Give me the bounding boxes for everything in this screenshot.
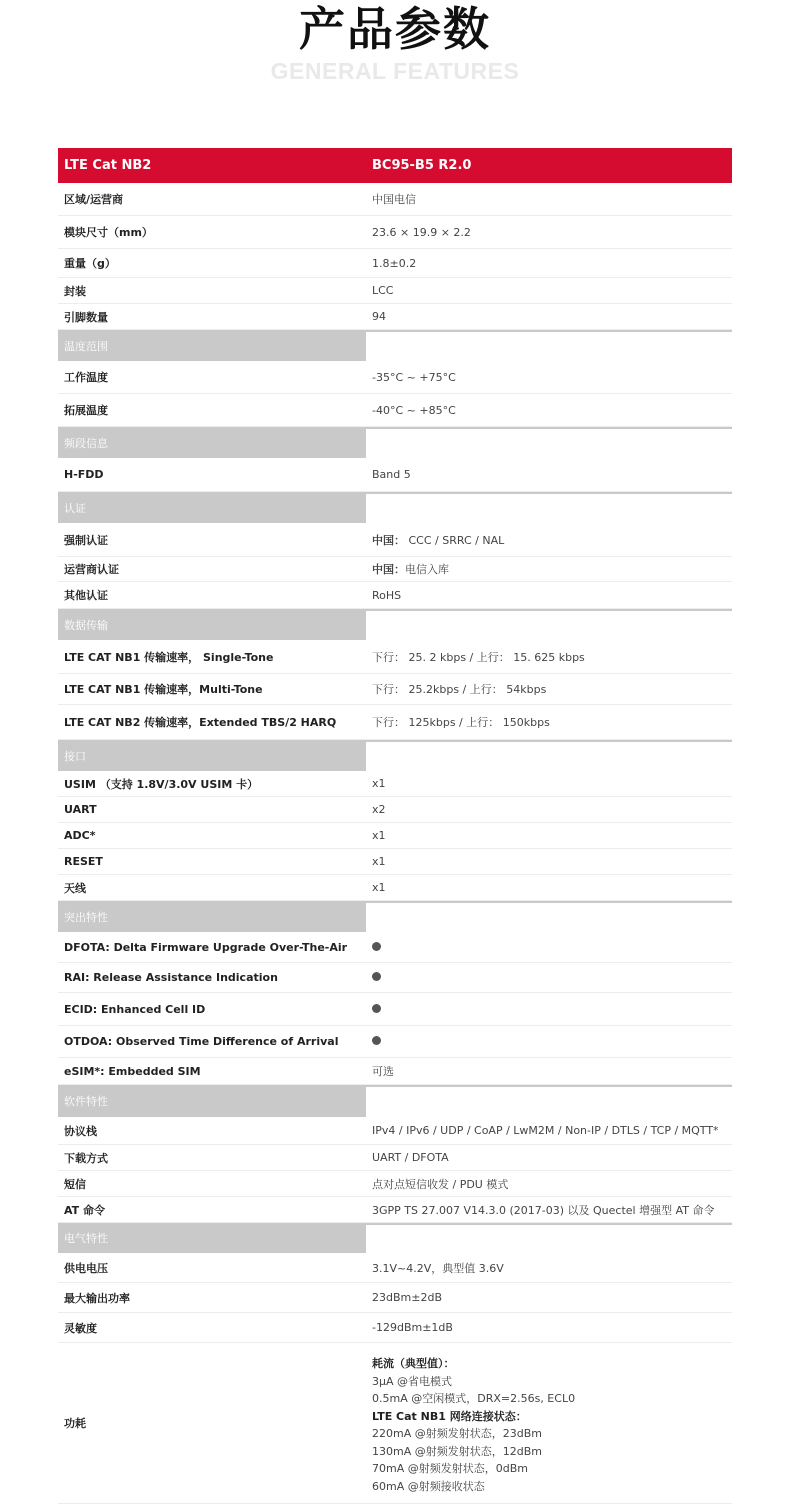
- table-row: [58, 1026, 732, 1058]
- row-label: LTE CAT NB1 传输速率，Multi-Tone: [64, 683, 263, 696]
- row-value: IPv4 / IPv6 / UDP / CoAP / LwM2M / Non-IP / DTLS / TCP / MQTT*: [372, 1124, 719, 1137]
- power-line: 60mA @射频接收状态: [372, 1479, 485, 1493]
- row-label: 最大输出功率: [64, 1291, 130, 1305]
- section-label: 数据传输: [58, 609, 366, 640]
- model-name: BC95-B5 R2.0: [372, 158, 472, 173]
- row-value: 23.6 × 19.9 × 2.2: [372, 225, 471, 239]
- row-value: Band 5: [372, 468, 411, 481]
- row-label: 区域/运营商: [64, 193, 124, 206]
- section-interface: [58, 740, 732, 771]
- row-label: 工作温度: [64, 371, 108, 384]
- section-features: [58, 901, 732, 932]
- power-line: 耗流（典型值）：: [372, 1357, 455, 1370]
- row-value: 中国电信: [372, 193, 416, 206]
- row-value: 下行： 25.2kbps / 上行： 54kbps: [372, 683, 547, 696]
- row-label: ECID: Enhanced Cell ID: [64, 1002, 206, 1016]
- row-label: USIM （支持 1.8V/3.0V USIM 卡）: [64, 777, 259, 791]
- power-line: 70mA @射频发射状态，0dBm: [372, 1462, 528, 1475]
- row-value-prefix: 中国：: [372, 563, 405, 576]
- table-row: [58, 674, 732, 705]
- section-certification: [58, 492, 732, 523]
- row-label: AT 命令: [64, 1203, 105, 1217]
- section-label: 温度范围: [58, 330, 366, 361]
- section-label: 接口: [58, 740, 366, 771]
- table-row: [58, 875, 732, 901]
- table-row: [58, 394, 732, 427]
- table-row: [58, 1145, 732, 1171]
- row-label: 拓展温度: [64, 404, 108, 417]
- table-row: [58, 183, 732, 216]
- row-label: 引脚数量: [64, 310, 108, 324]
- row-label: 其他认证: [64, 589, 108, 602]
- row-label: 强制认证: [64, 533, 108, 547]
- row-label: 供电电压: [64, 1261, 108, 1275]
- row-label: 天线: [64, 881, 86, 895]
- row-value-prefix: 中国：: [372, 533, 405, 547]
- row-value: 可选: [372, 1065, 394, 1078]
- row-value: 3.1V~4.2V，典型值 3.6V: [372, 1261, 504, 1275]
- row-label: H-FDD: [64, 468, 104, 481]
- row-value: 电信入库: [405, 563, 449, 576]
- supported-dot-icon: [372, 1004, 381, 1013]
- row-value: x1: [372, 829, 386, 842]
- table-row: [58, 458, 732, 492]
- model-category: LTE Cat NB2: [64, 158, 152, 173]
- page-title: 产品参数: [299, 2, 491, 56]
- table-row: [58, 932, 732, 963]
- row-label: RESET: [64, 855, 103, 868]
- section-label: 软件特性: [58, 1085, 366, 1117]
- row-label: DFOTA: Delta Firmware Upgrade Over-The-Air: [64, 940, 348, 954]
- section-band: [58, 427, 732, 458]
- row-label: 短信: [64, 1177, 86, 1191]
- row-label: 封装: [64, 284, 86, 298]
- section-label: 频段信息: [58, 427, 366, 458]
- row-value: LCC: [372, 284, 394, 297]
- supported-dot-icon: [372, 972, 381, 981]
- row-value: -35°C ~ +75°C: [372, 370, 456, 384]
- power-line: LTE Cat NB1 网络连接状态：: [372, 1409, 527, 1423]
- row-value: 94: [372, 310, 386, 323]
- row-value: RoHS: [372, 588, 402, 602]
- power-line: 220mA @射频发射状态，23dBm: [372, 1427, 542, 1440]
- row-value: CCC / SRRC / NAL: [408, 533, 505, 547]
- row-value: x2: [372, 803, 386, 816]
- table-row: [58, 993, 732, 1026]
- power-line: 0.5mA @空闲模式，DRX=2.56s, ECL0: [372, 1392, 576, 1405]
- table-row: [58, 963, 732, 993]
- table-row: [58, 705, 732, 740]
- power-line: 130mA @射频发射状态，12dBm: [372, 1444, 542, 1458]
- row-value: x1: [372, 777, 386, 790]
- section-electrical: [58, 1223, 732, 1253]
- row-label: 运营商认证: [64, 563, 119, 576]
- page-subtitle: GENERAL FEATURES: [270, 58, 520, 84]
- table-row: [58, 1283, 732, 1313]
- table-row: [58, 797, 732, 823]
- page-header: [0, 0, 790, 148]
- section-software: [58, 1085, 732, 1117]
- table-row: [58, 849, 732, 875]
- row-label: eSIM*: Embedded SIM: [64, 1064, 201, 1078]
- row-label: ADC*: [64, 829, 96, 842]
- row-value: 下行： 125kbps / 上行： 150kbps: [372, 716, 550, 729]
- row-label: 功耗: [64, 1417, 86, 1430]
- supported-dot-icon: [372, 1036, 381, 1045]
- table-row: [58, 1171, 732, 1197]
- table-row: [58, 1058, 732, 1085]
- power-consumption-row: [58, 1343, 732, 1504]
- table-row: [58, 523, 732, 557]
- row-label: RAI: Release Assistance Indication: [64, 971, 278, 984]
- table-row: [58, 361, 732, 394]
- row-label: 灵敏度: [64, 1321, 97, 1335]
- row-value: 点对点短信收发 / PDU 模式: [372, 1177, 509, 1191]
- row-value: 3GPP TS 27.007 V14.3.0 (2017-03) 以及 Quectel 增强型 AT 命令: [372, 1203, 715, 1217]
- row-value: -40°C ~ +85°C: [372, 403, 456, 417]
- table-row: [58, 1197, 732, 1223]
- spec-table: [58, 148, 732, 1504]
- table-row: [58, 1313, 732, 1343]
- table-row: [58, 278, 732, 304]
- section-label: 电气特性: [58, 1223, 366, 1253]
- table-row: [58, 823, 732, 849]
- table-header-row: [58, 148, 732, 183]
- row-value: 23dBm±2dB: [372, 1291, 442, 1304]
- row-value: 下行： 25. 2 kbps / 上行： 15. 625 kbps: [372, 650, 585, 664]
- row-value: x1: [372, 855, 386, 868]
- table-row: [58, 582, 732, 609]
- row-value: UART / DFOTA: [372, 1151, 449, 1164]
- row-label: UART: [64, 803, 97, 816]
- section-temperature: [58, 330, 732, 361]
- table-row: [58, 1117, 732, 1145]
- section-data-transfer: [58, 609, 732, 640]
- power-line: 3μA @省电模式: [372, 1374, 453, 1388]
- section-label: 认证: [58, 492, 366, 523]
- row-label: 重量（g）: [64, 257, 116, 270]
- table-row: [58, 216, 732, 249]
- section-label: 突出特性: [58, 901, 366, 932]
- table-row: [58, 304, 732, 330]
- row-label: 协议栈: [64, 1124, 97, 1138]
- table-row: [58, 249, 732, 278]
- row-value: 1.8±0.2: [372, 256, 417, 270]
- table-row: [58, 557, 732, 582]
- table-row: [58, 1253, 732, 1283]
- table-row: [58, 771, 732, 797]
- row-label: OTDOA: Observed Time Difference of Arrival: [64, 1035, 339, 1048]
- row-value: x1: [372, 881, 386, 894]
- row-label: LTE CAT NB2 传输速率，Extended TBS/2 HARQ: [64, 716, 337, 729]
- row-label: 模块尺寸（mm）: [64, 226, 153, 239]
- row-label: 下载方式: [64, 1151, 108, 1165]
- table-row: [58, 640, 732, 674]
- row-label: LTE CAT NB1 传输速率， Single-Tone: [64, 650, 274, 664]
- row-value: -129dBm±1dB: [372, 1321, 453, 1334]
- supported-dot-icon: [372, 942, 381, 951]
